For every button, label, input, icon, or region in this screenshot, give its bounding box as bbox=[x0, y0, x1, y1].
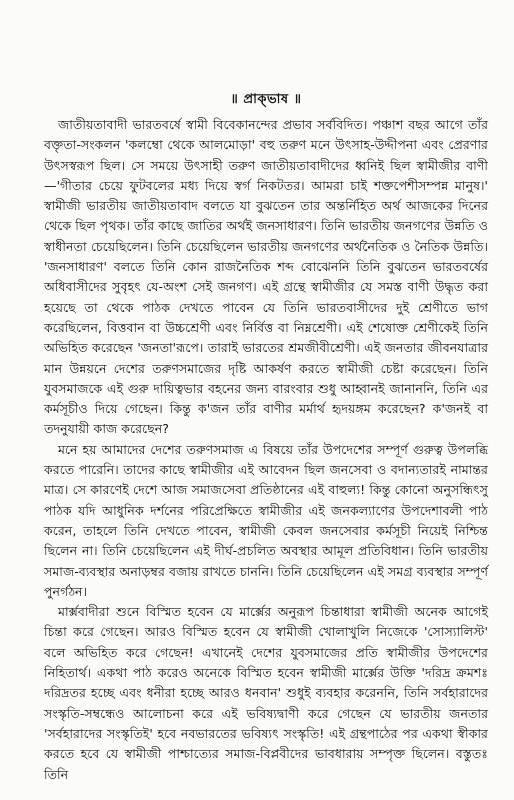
page-heading: ॥ প্রাক্‌ভাষ ॥ bbox=[230, 92, 302, 107]
paragraph-1: জাতীয়তাবাদী ভারতবর্ষে স্বামী বিবেকানন্দের প্রভাব সর্ববিদিত। পঞ্চাশ বছর আগে তাঁর বক্তৃতা-সংকলন 'কলম্বো থেকে আলমোড়া' বহু তরুণ মনে উৎসাহ-উদ্দীপনা এবং প্রেরণার উৎসস্বরূপ ছিল। সে সময়ে উৎসাহী তরুণ জাতীয়তাবাদীদের ধ্বনিই ছিল স্বামীজীর বাণী—'গীতার চেয়ে ফুটবলের মধ্য দিয়ে স্বর্গ নিকটতর। আমরা চাই শক্তপেশীসম্পন্ন মানুষ।' স্বামীজী ভারতীয় জাতীয়তাবাদ বলতে যা বুঝতেন তার অন্তর্নিহিত অর্থ আজকের দিনের থেকে ছিল পৃথক। তাঁর কাছে জাতির অর্থই জনসাধারণ। তিনি ভারতীয় জনগণের উন্নতি ও স্বাধীনতা চেয়েছিলেন। তিনি চেয়েছিলেন ভারতীয় জনগণের অর্থনৈতিক ও নৈতিক উন্নতি। 'জনসাধারণ' বলতে তিনি কোন রাজনৈতিক শব্দ বোঝেননি তিনি বুঝতেন ভারতবর্ষের অধিবাসীদের সুবৃহৎ যে-অংশ সেই জনগণ। এই গ্রন্থে স্বামীজীর যে সমস্ত বাণী উদ্ধৃত করা হয়েছে তা থেকে পাঠক দেখতে পাবেন যে তিনি ভারতবাসীদের দুই শ্রেণীতে ভাগ করেছিলেন, বিত্তবান বা উচ্চশ্রেণী এবং নির্বিত্ত বা নিম্নশ্রেণী। এই শেষোক্ত শ্রেণীকেই তিনি অভিহিত করেছেন 'জনতা'রূপে। তারাই ভারতের শ্রমজীবীশ্রেণী। এই জনতার জীবনযাত্রার মান উন্নয়নে দেশের তরুণসমাজের দৃষ্টি আকর্ষণ করতে স্বামীজী চেষ্টা করেছেন। তিনি যুবসমাজকে এই গুরু দায়িত্বভার বহনের জন্য বারংবার শুধু আহ্বানই জানাননি, তিনি এর কর্মসূচীও দিয়ে গেছেন। কিন্তু ক'জন তাঁর বাণীর মর্মার্থ হৃদয়ঙ্গম করেছেন? ক'জনই বা তদনুযায়ী কাজ করেছেন? bbox=[44, 117, 488, 437]
paragraph-2: মনে হয় আমাদের দেশের তরুণসমাজ এ বিষয়ে তাঁর উপদেশের সম্পূর্ণ গুরুত্ব উপলব্ধি করতে পারেনি। তাদের কাছে স্বামীজীর এই আবেদন ছিল জনসেবা ও বদান্যতারই নামান্তর মাত্র। সে কারণেই দেশে আজ সমাজসেবা প্রতিষ্ঠানের এই বাহুল্য! কিন্তু কোনো অনুসন্ধিৎসু পাঠক যদি আধুনিক দর্শনের পরিপ্রেক্ষিতে স্বামীজীর এই জনকল্যাণের উপদেশাবলী পাঠ করেন, তাহলে তিনি দেখতে পাবেন, স্বামীজী কেবল জনসেবার কর্মসূচী নিয়েই নিশ্চিন্ত ছিলেন না। তিনি চেয়েছিলেন এই দীর্ঘ-প্রচলিত অবস্থার আমূল প্রতিবিধান। তিনি ভারতীয় সমাজ-ব্যবস্থার অনাড়ম্বর বজায় রাখতে চাননি। তিনি চেয়েছিলেন এই সমগ্র ব্যবস্থার সম্পূর্ণ পুনর্গঠন। bbox=[44, 441, 488, 599]
paragraph-3: মার্ক্সবাদীরা শুনে বিস্মিত হবেন যে মার্ক্সের অনুরূপ চিন্তাধারা স্বামীজী অনেক আগেই চিন্তা করে গেছেন। আরও বিস্মিত হবেন যে স্বামীজী খোলাখুলি নিজেকে 'সোস্যালিস্ট' বলে অভিহিত করে গেছেন! এখানেই দেশের যুবসমাজের প্রতি স্বামীজীর উপদেশের নিহিতার্থ। একথা পাঠ করেও অনেকে বিস্মিত হবেন স্বামীজী মার্ক্সের উক্তি 'দরিদ্র ক্রমশঃ দরিদ্রতর হচ্ছে এবং ধনীরা হচ্ছে আরও ধনবান' শুধুই ব্যবহার করেননি, তিনি সর্বহারাদের সংস্কৃতি-সম্বন্ধেও আলোচনা করে এই ভবিষ্যদ্বাণী করে গেছেন যে ভারতীয় জনতার 'সর্বহারাদের সংস্কৃতিই' হবে নবভারতের ভবিষ্যৎ সংস্কৃতি! এই গ্রন্থপাঠের পর একথা স্বীকার করতে হবে যে স্বামীজী পাশ্চাত্যের সমাজ-বিপ্লবীদের ভাবধারায় সম্পৃক্ত ছিলেন। বস্তুতঃ তিনি bbox=[44, 604, 488, 782]
